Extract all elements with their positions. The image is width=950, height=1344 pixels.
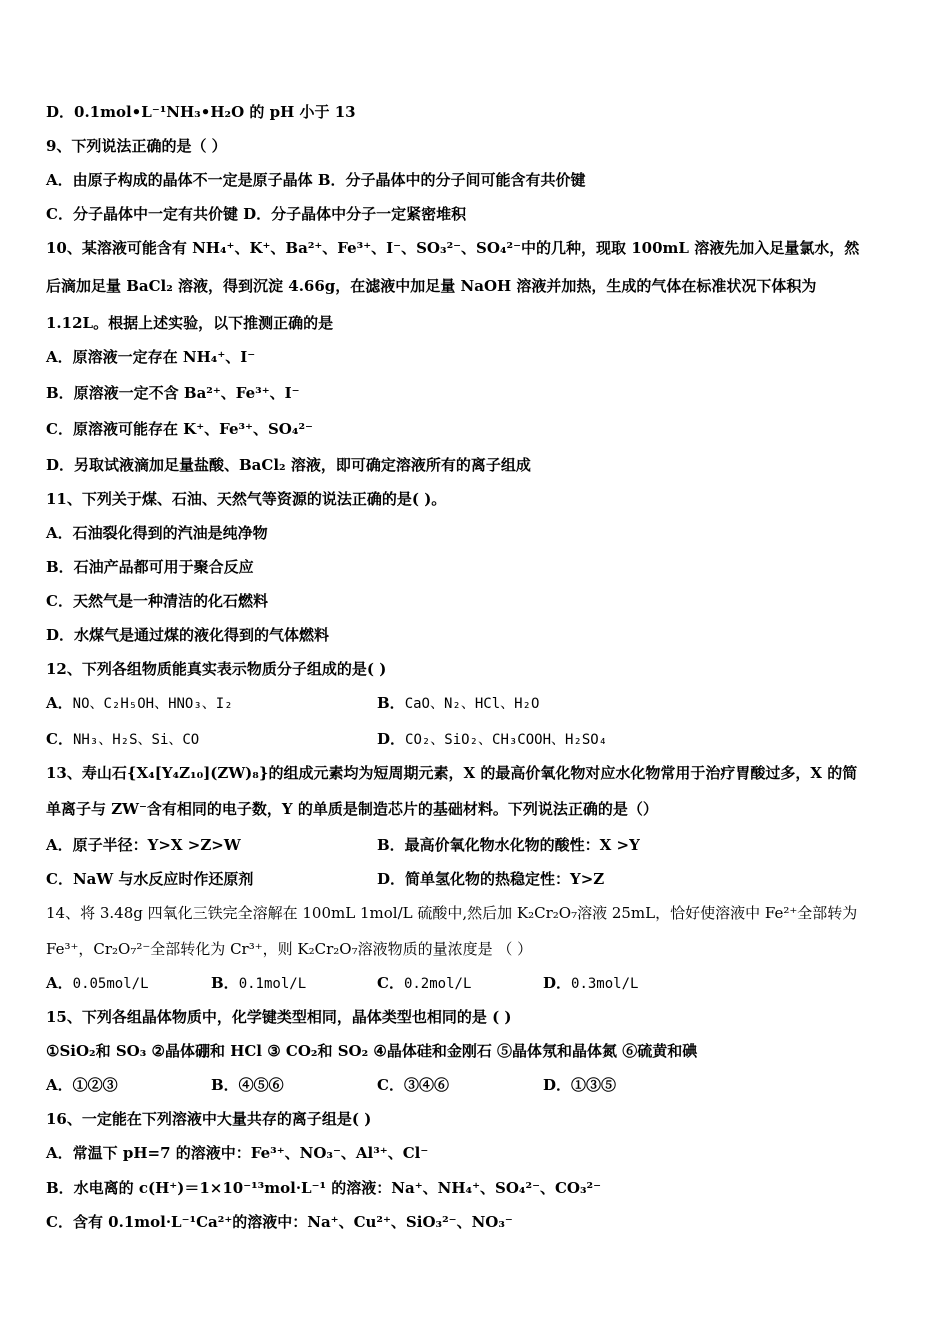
q15-stem: 15、下列各组晶体物质中，化学键类型相同，晶体类型也相同的是 ( ) xyxy=(46,1008,512,1026)
q14-option-d-wrap xyxy=(543,973,638,994)
q14-option-c: 0.2mol/L xyxy=(403,976,472,992)
q10-option-c: C．原溶液可能存在 K⁺、Fe³⁺、SO₄²⁻ xyxy=(46,420,313,438)
q9-options-ab: A．由原子构成的晶体不一定是原子晶体 B．分子晶体中的分子间可能含有共价键 xyxy=(46,171,586,189)
q14-option-b-label: B． xyxy=(211,974,239,992)
q12-option-b-wrap xyxy=(377,693,539,714)
q15-option-d: D．①③⑤ xyxy=(543,1076,617,1094)
q13-options-cd xyxy=(46,869,906,889)
q10-stem-line3: 1.12L。根据上述实验，以下推测正确的是 xyxy=(46,314,334,332)
q14-stem-line1: 14、将 3.48g 四氧化三铁完全溶解在 100mL 1mol/L 硫酸中,然后加 K₂Cr₂O₇溶液 25mL，恰好使溶液中 Fe²⁺全部转为 xyxy=(46,904,858,922)
q16-option-c: C．含有 0.1mol·L⁻¹Ca²⁺的溶液中：Na⁺、Cu²⁺、SiO₃²⁻、NO₃⁻ xyxy=(46,1213,513,1231)
q16-stem: 16、一定能在下列溶液中大量共存的离子组是( ) xyxy=(46,1110,372,1128)
q12-option-d-wrap xyxy=(377,729,607,750)
q12-stem: 12、下列各组物质能真实表示物质分子组成的是( ) xyxy=(46,660,387,678)
q9-options-cd: C．分子晶体中一定有共价键 D．分子晶体中分子一定紧密堆积 xyxy=(46,205,467,223)
q10-option-d: D．另取试液滴加足量盐酸、BaCl₂ 溶液，即可确定溶液所有的离子组成 xyxy=(46,456,531,474)
q16-option-a: A．常温下 pH=7 的溶液中：Fe³⁺、NO₃⁻、Al³⁺、Cl⁻ xyxy=(46,1144,429,1162)
q10-stem-line1: 10、某溶液可能含有 NH₄⁺、K⁺、Ba²⁺、Fe³⁺、I⁻、SO₃²⁻、SO₄²⁻中的几种，现取 100mL 溶液先加入足量氯水，然 xyxy=(46,239,860,257)
q15-items: ①SiO₂和 SO₃ ②晶体硼和 HCl ③ CO₂和 SO₂ ④晶体硅和金刚石 ⑤晶体氖和晶体氮 ⑥硫黄和碘 xyxy=(46,1042,698,1060)
q13-stem-line1: 13、寿山石{X₄[Y₄Z₁₀](ZW)₈}的组成元素均为短周期元素，X 的最高价氧化物对应水化物常用于治疗胃酸过多，X 的简 xyxy=(46,764,858,782)
q12-options-cd xyxy=(46,729,906,750)
q14-option-b: 0.1mol/L xyxy=(238,976,307,992)
q16-option-b: B．水电离的 c(H⁺)＝1×10⁻¹³mol·L⁻¹ 的溶液：Na⁺、NH₄⁺、SO₄²⁻、CO₃²⁻ xyxy=(46,1179,602,1197)
q13-option-c: C．NaW 与水反应时作还原剂 xyxy=(46,870,254,888)
q12-option-d: CO₂、SiO₂、CH₃COOH、H₂SO₄ xyxy=(405,732,608,748)
q10-stem-line2: 后滴加足量 BaCl₂ 溶液，得到沉淀 4.66g，在滤液中加足量 NaOH 溶液并加热，生成的气体在标准状况下体积为 xyxy=(46,277,817,295)
q10-option-b: B．原溶液一定不含 Ba²⁺、Fe³⁺、I⁻ xyxy=(46,384,300,402)
q13-stem-line2: 单离子与 ZW⁻含有相同的电子数，Y 的单质是制造芯片的基础材料。下列说法正确的是（） xyxy=(46,800,658,818)
q12-option-b-label: B． xyxy=(377,694,405,712)
q14-option-a-label: A． xyxy=(46,974,73,992)
q15-option-b: B．④⑤⑥ xyxy=(211,1076,284,1094)
q9-stem: 9、下列说法正确的是（ ） xyxy=(46,137,227,155)
q11-stem: 11、下列关于煤、石油、天然气等资源的说法正确的是( )。 xyxy=(46,490,447,508)
q14-options xyxy=(46,973,906,994)
q12-option-c: NH₃、H₂S、Si、CO xyxy=(72,732,200,748)
q11-option-c: C．天然气是一种清洁的化石燃料 xyxy=(46,592,268,610)
q11-option-b: B．石油产品都可用于聚合反应 xyxy=(46,558,254,576)
q12-option-a-label: A． xyxy=(46,694,73,712)
q11-option-d: D．水煤气是通过煤的液化得到的气体燃料 xyxy=(46,626,330,644)
q13-options-ab xyxy=(46,835,906,855)
q12-option-c-label: C． xyxy=(46,730,73,748)
q13-option-d: D．简单氢化物的热稳定性：Y>Z xyxy=(377,870,605,888)
q11-option-a: A．石油裂化得到的汽油是纯净物 xyxy=(46,524,268,542)
q14-option-d-label: D． xyxy=(543,974,572,992)
q8-option-d: D．0.1mol•L⁻¹NH₃•H₂O 的 pH 小于 13 xyxy=(46,103,356,121)
q10-option-a: A．原溶液一定存在 NH₄⁺、I⁻ xyxy=(46,348,256,366)
q15-option-c: C．③④⑥ xyxy=(377,1076,449,1094)
q12-options-ab xyxy=(46,693,906,714)
q14-stem-line2: Fe³⁺，Cr₂O₇²⁻全部转化为 Cr³⁺，则 K₂Cr₂O₇溶液物质的量浓度是 （ ） xyxy=(46,940,533,958)
q14-option-a: 0.05mol/L xyxy=(72,976,149,992)
q13-option-b: B．最高价氧化物水化物的酸性：X >Y xyxy=(377,836,640,854)
q14-option-c-wrap xyxy=(377,973,471,994)
q14-option-b-wrap xyxy=(211,973,306,994)
q14-option-d: 0.3mol/L xyxy=(571,976,639,992)
q12-option-a: NO、C₂H₅OH、HNO₃、I₂ xyxy=(72,696,233,712)
q13-option-a: A．原子半径：Y>X >Z>W xyxy=(46,836,241,854)
q15-option-a: A．①②③ xyxy=(46,1076,118,1094)
q15-options xyxy=(46,1075,906,1095)
q12-option-b: CaO、N₂、HCl、H₂O xyxy=(404,696,540,712)
q12-option-d-label: D． xyxy=(377,730,406,748)
q14-option-c-label: C． xyxy=(377,974,404,992)
